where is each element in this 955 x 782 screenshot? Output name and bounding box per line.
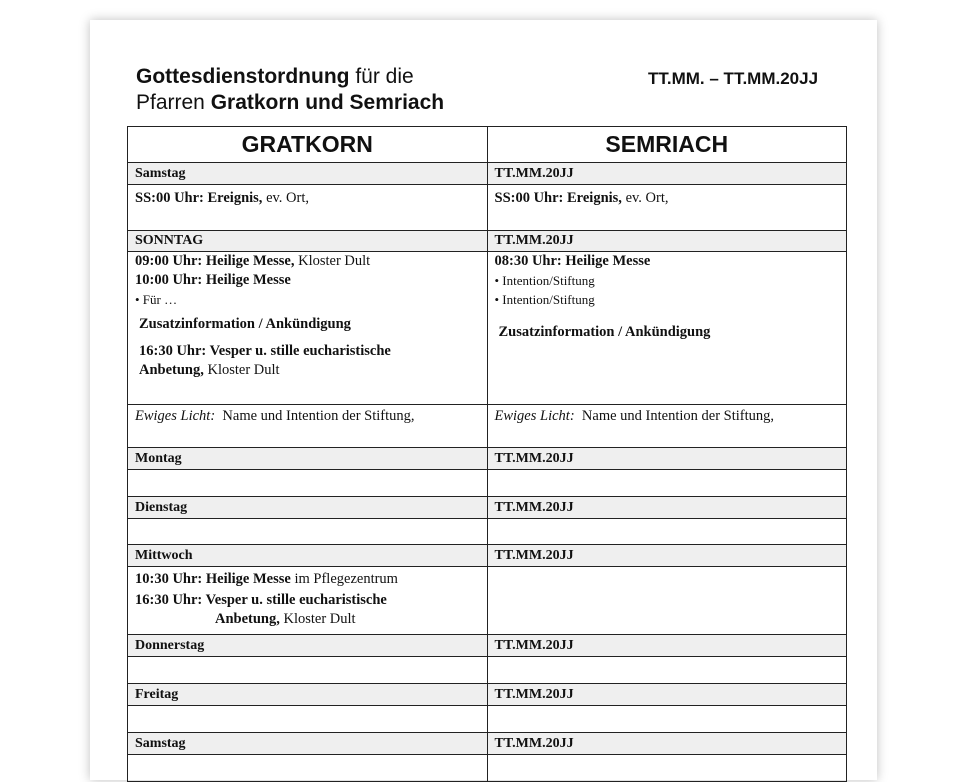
day-date: TT.MM.20JJ: [487, 231, 847, 252]
day-label: SONNTAG: [128, 231, 488, 252]
event-cell: [128, 755, 488, 782]
event-cell: SS:00 Uhr: Ereignis, ev. Ort,: [128, 185, 488, 231]
day-label: Dienstag: [128, 497, 488, 519]
event-cell: [128, 657, 488, 684]
column-gratkorn: GRATKORN: [128, 127, 488, 163]
event-cell: [487, 567, 847, 635]
title-line2: Pfarren: [136, 91, 211, 114]
event-cell: [487, 519, 847, 545]
day-label: Freitag: [128, 684, 488, 706]
day-label: Samstag: [128, 163, 488, 185]
event-cell: 08:30 Uhr: Heilige Messe • Intention/Stiftung • Intention/Stiftung Zusatzinformation / Ankündigung: [487, 252, 847, 405]
event-cell: [487, 706, 847, 733]
title-bold: Gottesdienstordnung: [136, 65, 350, 88]
event-cell: 09:00 Uhr: Heilige Messe, Kloster Dult 10:00 Uhr: Heilige Messe • Für … Zusatzinformation / Ankündigung 16:30 Uhr: Vesper u. stille eucharistische Anbetung, Kloster Dult: [128, 252, 488, 405]
eternal-light-cell: Ewiges Licht: Name und Intention der Stiftung,: [487, 405, 847, 448]
column-semriach: SEMRIACH: [487, 127, 847, 163]
eternal-light-cell: Ewiges Licht: Name und Intention der Stiftung,: [128, 405, 488, 448]
day-date: TT.MM.20JJ: [487, 684, 847, 706]
event-cell: [487, 657, 847, 684]
event-cell: [487, 755, 847, 782]
document-title: [136, 64, 444, 116]
day-label: Mittwoch: [128, 545, 488, 567]
day-date: TT.MM.20JJ: [487, 733, 847, 755]
day-label: Donnerstag: [128, 635, 488, 657]
event-cell: SS:00 Uhr: Ereignis, ev. Ort,: [487, 185, 847, 231]
title-rest: für die: [349, 65, 414, 88]
day-label: Montag: [128, 448, 488, 470]
event-cell: 10:30 Uhr: Heilige Messe im Pflegezentrum 16:30 Uhr: Vesper u. stille eucharistische Anbetung, Kloster Dult: [128, 567, 488, 635]
day-date: TT.MM.20JJ: [487, 163, 847, 185]
event-cell: [128, 706, 488, 733]
date-range: TT.MM. – TT.MM.20JJ: [648, 69, 819, 88]
day-date: TT.MM.20JJ: [487, 545, 847, 567]
day-date: TT.MM.20JJ: [487, 497, 847, 519]
day-label: Samstag: [128, 733, 488, 755]
event-cell: [487, 470, 847, 497]
event-cell: [128, 470, 488, 497]
event-cell: [128, 519, 488, 545]
schedule-table: [127, 126, 847, 782]
day-date: TT.MM.20JJ: [487, 448, 847, 470]
title-parishes: Gratkorn und Semriach: [210, 91, 445, 114]
day-date: TT.MM.20JJ: [487, 635, 847, 657]
